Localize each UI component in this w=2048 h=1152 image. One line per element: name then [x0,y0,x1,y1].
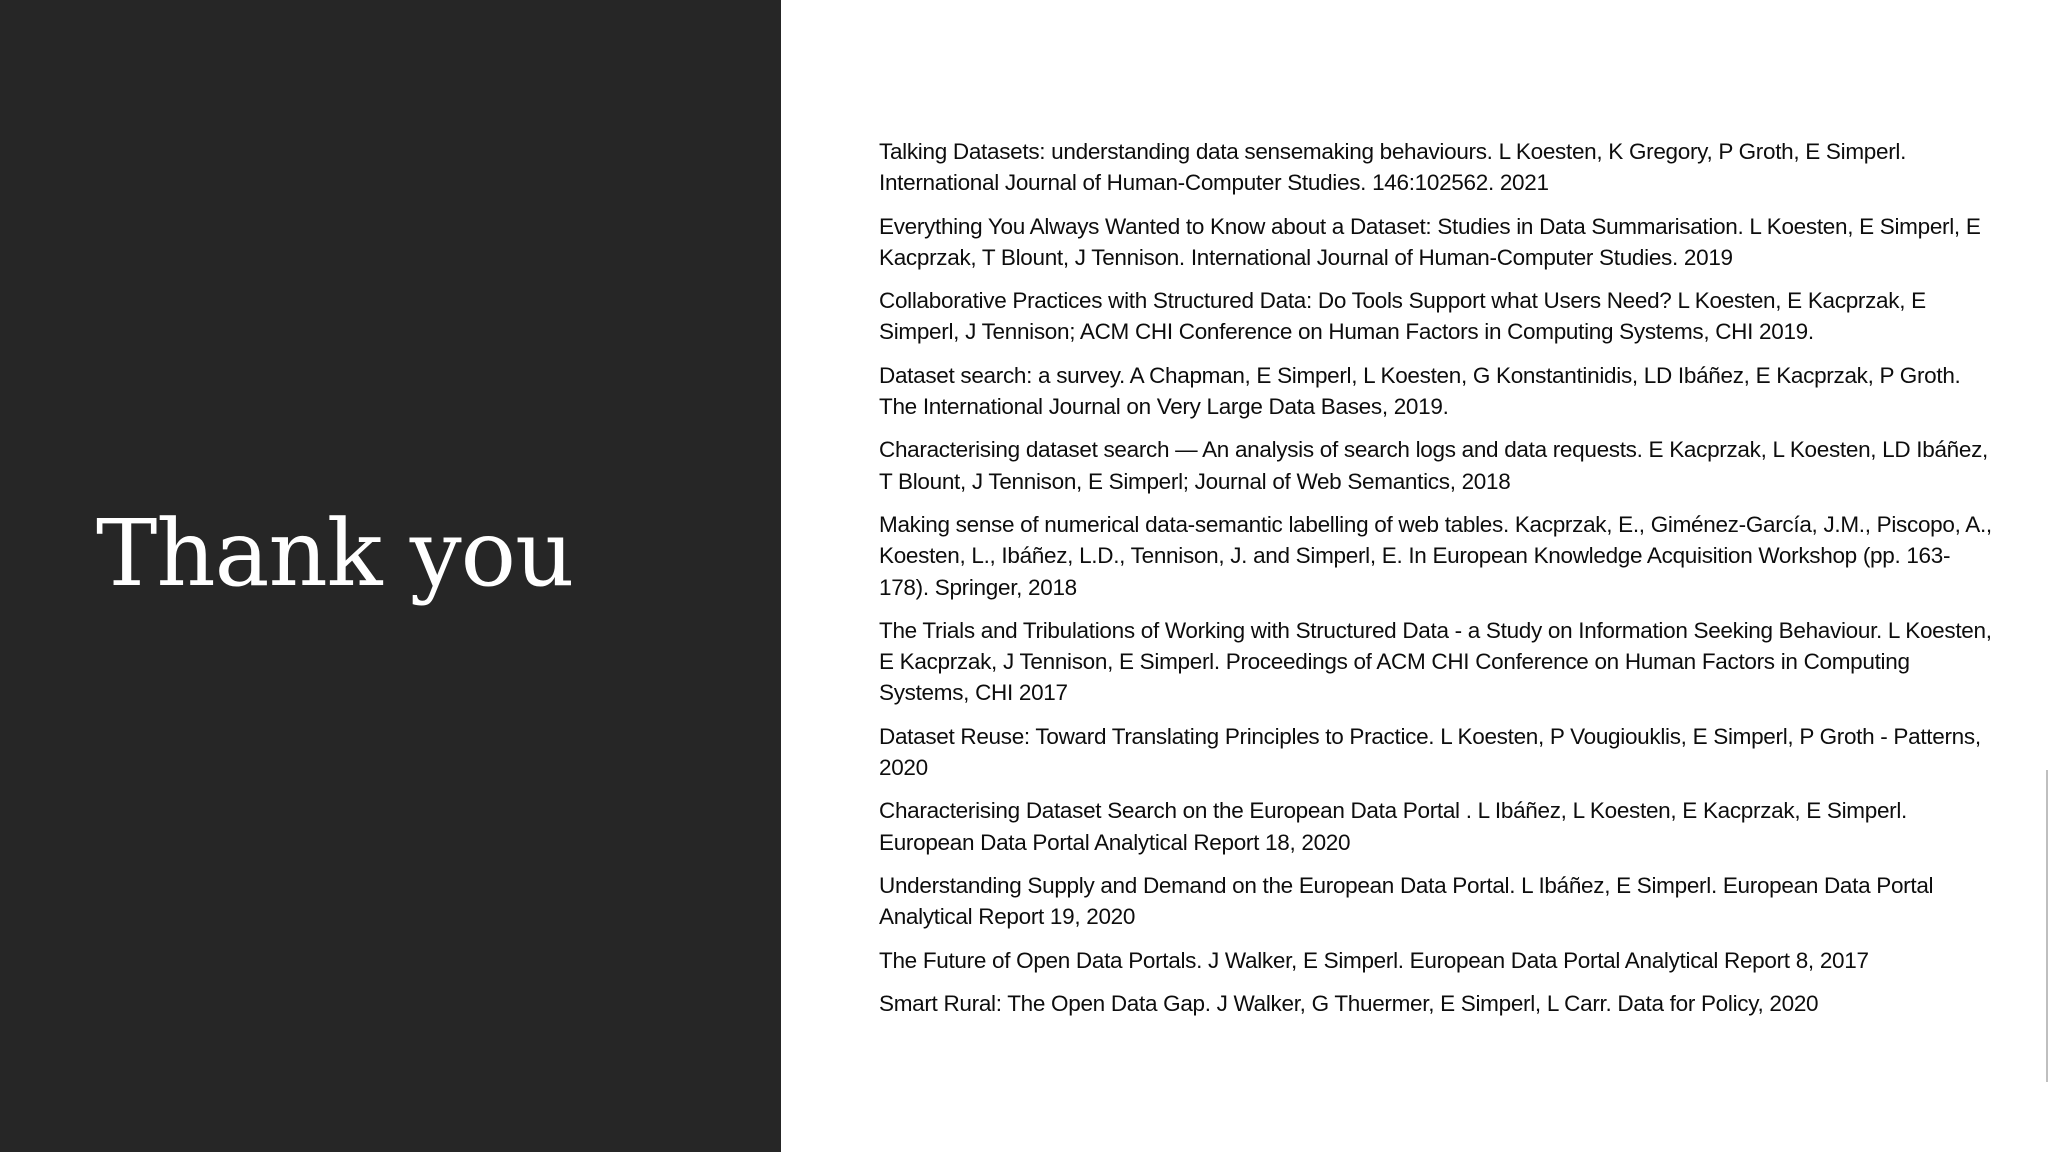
slide-title: Thank you [96,500,574,607]
reference-item: Dataset Reuse: Toward Translating Principles to Practice. L Koesten, P Vougiouklis, E Simperl, P Groth - Patterns, 2020 [879,723,1981,781]
reference-item: Talking Datasets: understanding data sensemaking behaviours. L Koesten, K Gregory, P Groth, E Simperl. International Journal of Human-Computer Studies. 146:102562. 2021 [879,139,1907,196]
reference-item: Characterising Dataset Search on the European Data Portal . L Ibáñez, L Koesten, E Kacprzak, E Simperl. European Data Portal Analytical Report 18, 2020 [879,798,1908,855]
reference-list [879,136,1999,1031]
reference-item: Smart Rural: The Open Data Gap. J Walker, G Thuermer, E Simperl, L Carr. Data for Policy, 2020 [879,990,1819,1016]
reference-item: Characterising dataset search — An analysis of search logs and data requests. E Kacprzak, L Koesten, LD Ibáñez, T Blount, J Tennison, E Simperl; Journal of Web Semantics, 2018 [879,437,1989,494]
reference-item: Dataset search: a survey. A Chapman, E Simperl, L Koesten, G Konstantinidis, LD Ibáñez, E Kacprzak, P Groth. The International Journal on Very Large Data Bases, 2019. [879,362,1961,420]
reference-item: Collaborative Practices with Structured Data: Do Tools Support what Users Need? L Koesten, E Kacprzak, E Simperl, J Tennison; ACM CHI Conference on Human Factors in Computing Systems, CHI 2019. [879,288,1926,345]
reference-item: Making sense of numerical data-semantic labelling of web tables. Kacprzak, E., Giménez-García, J.M., Piscopo, A., Koesten, L., Ibáñez, L.D., Tennison, J. and Simperl, E. In European Knowledge Acquisition Workshop (pp. 163-178). Springer, 2018 [879,511,1992,600]
reference-item: Understanding Supply and Demand on the European Data Portal. L Ibáñez, E Simperl. European Data Portal Analytical Report 19, 2020 [879,872,1934,930]
reference-item: Everything You Always Wanted to Know about a Dataset: Studies in Data Summarisation. L Koesten, E Simperl, E Kacprzak, T Blount, J Tennison. International Journal of Human-Computer Studies. 2019 [879,213,1981,270]
reference-item: The Trials and Tribulations of Working with Structured Data - a Study on Information Seeking Behaviour. L Koesten, E Kacprzak, J Tennison, E Simperl. Proceedings of ACM CHI Conference on Human Factors in Computing Systems, CHI 2017 [879,617,1992,706]
title-panel [0,0,781,1152]
reference-item: The Future of Open Data Portals. J Walker, E Simperl. European Data Portal Analytical Report 8, 2017 [879,947,1869,973]
